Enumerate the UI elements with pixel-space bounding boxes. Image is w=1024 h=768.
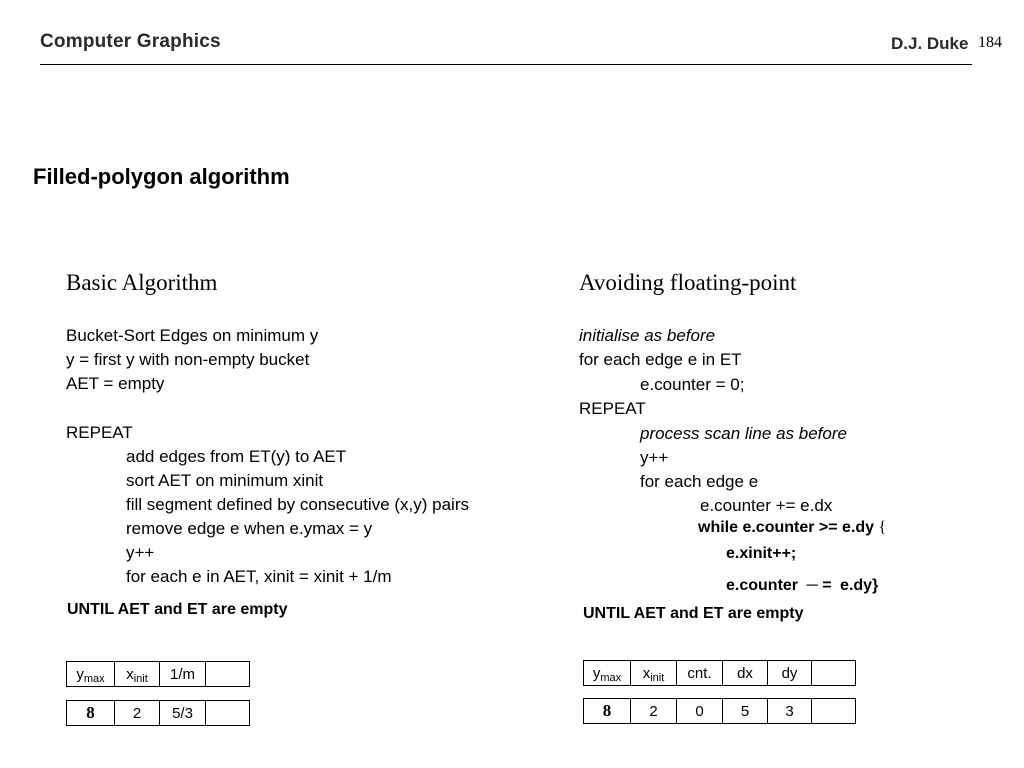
right-header-table	[583, 660, 856, 686]
right-line-5: process scan line as before	[640, 424, 847, 443]
left-value-table	[66, 700, 250, 726]
right-header-empty	[812, 661, 856, 686]
right-line-2: for each edge e in ET	[579, 350, 742, 369]
right-line-8: e.counter += e.dx	[700, 496, 833, 515]
right-while-line	[698, 519, 886, 537]
while-open-brace: {	[878, 519, 887, 536]
course-title: Computer Graphics	[40, 31, 221, 52]
right-until: UNTIL AET and ET are empty	[583, 605, 804, 622]
counter-operator: ─ =	[806, 577, 832, 594]
right-value-cnt: 0	[677, 699, 723, 724]
left-value-slope: 5/3	[160, 701, 206, 726]
right-value-ymax: 8	[584, 699, 631, 724]
left-header-xinit: $x_{init}$	[115, 662, 160, 687]
author-name: D.J. Duke	[891, 34, 969, 53]
right-line-1: initialise as before	[579, 326, 716, 345]
avoiding-float-heading: Avoiding floating-point	[579, 270, 797, 295]
right-header-dy: dy	[768, 661, 812, 686]
while-condition: while e.counter >= e.dy	[698, 519, 875, 536]
right-counter-sub-line	[726, 577, 878, 595]
header-divider	[40, 64, 972, 65]
right-header-dx: dx	[723, 661, 768, 686]
left-line-6: sort AET on minimum xinit	[126, 471, 324, 490]
left-value-xinit: 2	[115, 701, 160, 726]
left-header-slope: 1/m	[160, 662, 206, 687]
left-line-2: y = first y with non-empty bucket	[66, 350, 310, 369]
left-line-1: Bucket-Sort Edges on minimum y	[66, 326, 319, 345]
left-header-table	[66, 661, 250, 687]
right-header-cnt: cnt.	[677, 661, 723, 686]
right-xinit-line: e.xinit++;	[726, 545, 797, 562]
right-line-3: e.counter = 0;	[640, 375, 745, 394]
left-line-3: AET = empty	[66, 374, 165, 393]
left-line-8: remove edge e when e.ymax = y	[126, 519, 373, 538]
right-header-ymax: $y_{max}$	[584, 661, 631, 686]
page-number: 184	[978, 34, 1002, 51]
left-header-empty	[206, 662, 250, 687]
left-value-ymax: 8	[67, 701, 115, 726]
left-value-empty	[206, 701, 250, 726]
left-header-ymax: $y_{max}$	[67, 662, 115, 687]
right-value-table	[583, 698, 856, 724]
left-line-repeat: REPEAT	[66, 423, 133, 442]
basic-algorithm-heading: Basic Algorithm	[66, 270, 218, 295]
right-value-empty	[812, 699, 856, 724]
left-line-5: add edges from ET(y) to AET	[126, 447, 347, 466]
counter-rhs: e.dy}	[840, 577, 879, 594]
right-line-repeat: REPEAT	[579, 399, 646, 418]
right-line-6: y++	[640, 448, 669, 467]
right-value-dy: 3	[768, 699, 812, 724]
right-value-dx: 5	[723, 699, 768, 724]
left-line-7: fill segment defined by consecutive (x,y) pairs	[126, 495, 469, 514]
left-line-10: for each e in AET, xinit = xinit + 1/m	[126, 567, 392, 586]
right-line-7: for each edge e	[640, 472, 759, 491]
right-header-xinit: $x_{init}$	[631, 661, 677, 686]
left-until: UNTIL AET and ET are empty	[67, 601, 288, 618]
right-value-xinit: 2	[631, 699, 677, 724]
slide-title: Filled-polygon algorithm	[33, 164, 290, 189]
left-line-9: y++	[126, 543, 155, 562]
counter-lhs: e.counter	[726, 577, 799, 594]
